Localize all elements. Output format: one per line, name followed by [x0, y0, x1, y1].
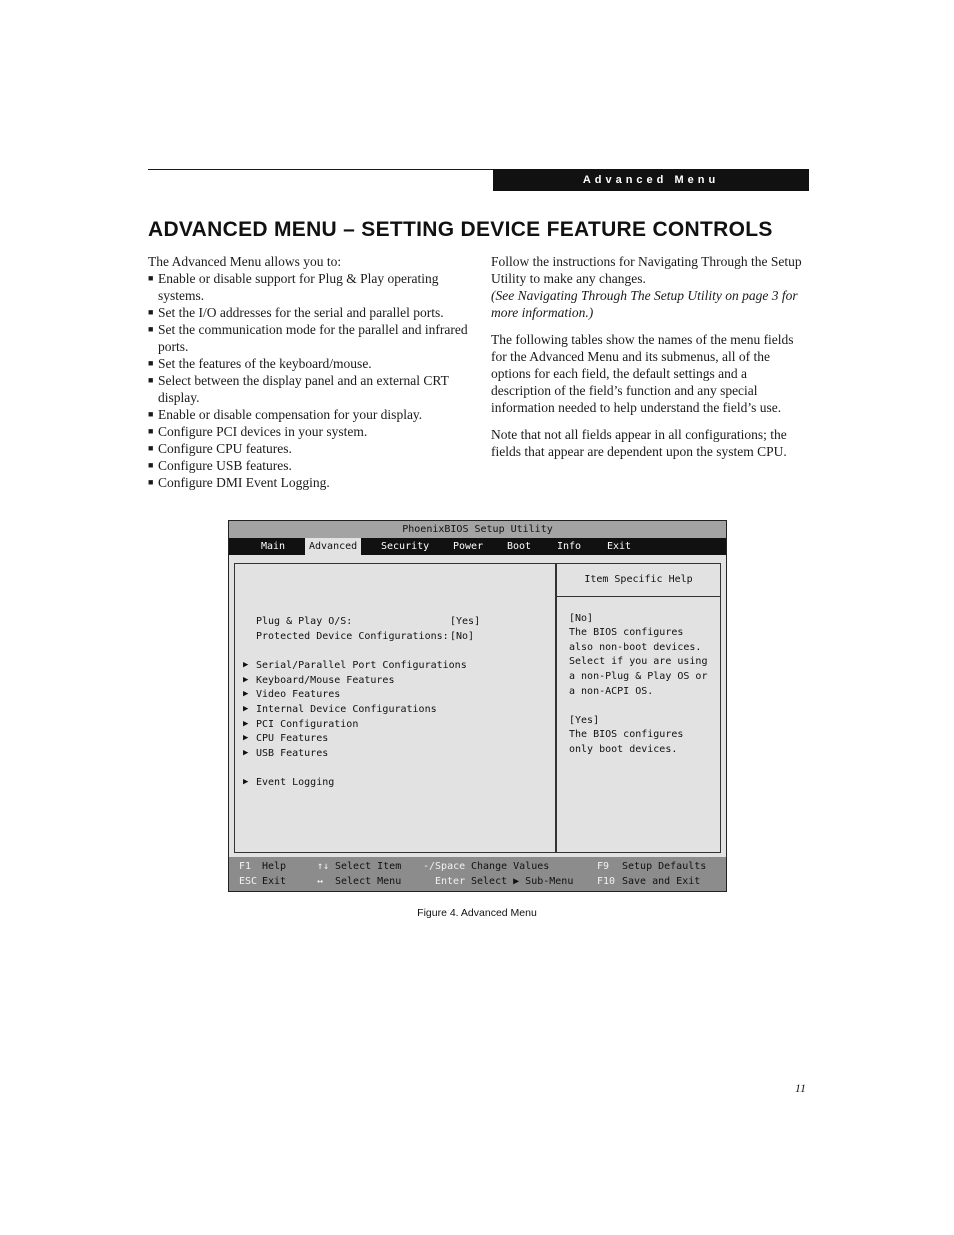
- bullet-icon: ■: [148, 477, 154, 487]
- submenu-arrow-icon: ▶: [243, 675, 249, 685]
- tables-paragraph: The following tables show the names of the menu fields for the Advanced Menu and its submenus, all of the options for each field, the default settings and a description of the field’s function and any special information needed to help understand the field’s use.: [491, 332, 794, 415]
- menu-tab-exit[interactable]: Exit: [607, 541, 632, 552]
- list-item: ■ Set the features of the keyboard/mouse.: [148, 356, 372, 371]
- list-item: ■ Configure CPU features.: [148, 441, 292, 456]
- bullet-icon: ■: [148, 443, 154, 453]
- key-enter: Enter: [435, 876, 466, 887]
- menu-tab-main[interactable]: Main: [261, 541, 286, 552]
- feature-list: [148, 270, 468, 491]
- intro-text: The Advanced Menu allows you to:: [148, 254, 342, 269]
- list-item: ■ Enable or disable compensation for your display.: [148, 407, 423, 422]
- list-item: ■ Enable or disable support for Plug & Play operating systems.: [148, 271, 439, 303]
- bullet-icon: ■: [148, 426, 154, 436]
- bullet-icon: ■: [148, 358, 154, 368]
- key-f9-label: Setup Defaults: [622, 861, 707, 872]
- submenu-usb[interactable]: USB Features: [256, 748, 329, 759]
- key-esc-label: Exit: [262, 876, 287, 887]
- menu-tab-security[interactable]: Security: [381, 541, 430, 552]
- navigation-paragraph: Follow the instructions for Navigating Through the Setup Utility to make any changes.: [491, 254, 802, 286]
- field-label-protected-device: Protected Device Configurations:: [256, 631, 449, 642]
- submenu-cpu[interactable]: CPU Features: [256, 733, 329, 744]
- submenu-arrow-icon: ▶: [243, 660, 249, 670]
- bios-screenshot: [228, 520, 727, 892]
- key-left-right-label: Select Menu: [335, 876, 402, 887]
- navigation-reference: (See Navigating Through The Setup Utility on page 3 for more information.): [491, 288, 798, 320]
- help-title: Item Specific Help: [557, 564, 720, 597]
- list-item: ■ Configure USB features.: [148, 458, 292, 473]
- bios-key-legend: [229, 857, 726, 891]
- key-f9: F9: [597, 861, 610, 872]
- menu-tab-advanced[interactable]: Advanced: [305, 538, 361, 555]
- help-line: also non-boot devices.: [569, 642, 702, 653]
- key-left-right: ↔: [317, 876, 324, 887]
- key-minus-space: -/Space: [423, 861, 466, 872]
- submenu-event-logging[interactable]: Event Logging: [256, 777, 335, 788]
- key-esc: ESC: [239, 876, 258, 887]
- list-item: ■ Select between the display panel and an external CRT display.: [148, 373, 449, 405]
- submenu-arrow-icon: ▶: [243, 719, 249, 729]
- submenu-internal-device[interactable]: Internal Device Configurations: [256, 704, 437, 715]
- help-line: a non-ACPI OS.: [569, 686, 654, 697]
- bullet-icon: ■: [148, 324, 154, 334]
- help-line: a non-Plug & Play OS or: [569, 671, 708, 682]
- page-number: 11: [794, 1081, 806, 1095]
- help-line: Select if you are using: [569, 656, 708, 667]
- field-value-plug-play[interactable]: [Yes]: [450, 616, 481, 627]
- key-f1-label: Help: [262, 861, 287, 872]
- header-rule: [148, 169, 493, 170]
- help-line: The BIOS configures: [569, 627, 684, 638]
- bios-body: [229, 555, 726, 857]
- submenu-pci[interactable]: PCI Configuration: [256, 719, 359, 730]
- left-column: [148, 253, 468, 491]
- key-f1: F1: [239, 861, 252, 872]
- note-paragraph: Note that not all fields appear in all configurations; the fields that appear are dependent upon the system CPU.: [491, 427, 787, 459]
- list-item: ■ Configure PCI devices in your system.: [148, 424, 368, 439]
- key-enter-label: Select ▶ Sub-Menu: [471, 876, 574, 887]
- submenu-video[interactable]: Video Features: [256, 689, 341, 700]
- bullet-icon: ■: [148, 307, 154, 317]
- submenu-arrow-icon: ▶: [243, 704, 249, 714]
- menu-tab-boot[interactable]: Boot: [507, 541, 532, 552]
- bullet-icon: ■: [148, 375, 154, 385]
- key-minus-space-label: Change Values: [471, 861, 550, 872]
- bios-menu-bar: [229, 538, 726, 555]
- right-column: [491, 253, 809, 460]
- submenu-keyboard-mouse[interactable]: Keyboard/Mouse Features: [256, 675, 395, 686]
- help-line: The BIOS configures: [569, 729, 684, 740]
- bullet-icon: ■: [148, 460, 154, 470]
- figure-caption: Figure 4. Advanced Menu: [417, 907, 537, 919]
- menu-tab-info[interactable]: Info: [557, 541, 582, 552]
- key-up-down: ↑↓: [317, 861, 330, 872]
- field-label-plug-play: Plug & Play O/S:: [256, 616, 353, 627]
- list-item: ■ Set the communication mode for the parallel and infrared ports.: [148, 322, 468, 354]
- section-header: Advanced Menu: [493, 169, 809, 191]
- list-item: ■ Configure DMI Event Logging.: [148, 475, 330, 490]
- help-line: [Yes]: [569, 715, 600, 726]
- bios-help-panel: [556, 563, 721, 853]
- submenu-arrow-icon: ▶: [243, 777, 249, 787]
- key-f10-label: Save and Exit: [622, 876, 701, 887]
- page-title: ADVANCED MENU – SETTING DEVICE FEATURE CONTROLS: [148, 218, 773, 241]
- list-item: ■ Set the I/O addresses for the serial and parallel ports.: [148, 305, 444, 320]
- menu-tab-power[interactable]: Power: [453, 541, 484, 552]
- submenu-serial-parallel[interactable]: Serial/Parallel Port Configurations: [256, 660, 467, 671]
- submenu-arrow-icon: ▶: [243, 733, 249, 743]
- key-up-down-label: Select Item: [335, 861, 402, 872]
- help-line: only boot devices.: [569, 744, 678, 755]
- bullet-icon: ■: [148, 273, 154, 283]
- submenu-arrow-icon: ▶: [243, 748, 249, 758]
- bios-title: PhoenixBIOS Setup Utility: [229, 521, 726, 538]
- bullet-icon: ■: [148, 409, 154, 419]
- submenu-arrow-icon: ▶: [243, 689, 249, 699]
- bios-main-panel: [234, 563, 556, 853]
- help-line: [No]: [569, 613, 594, 624]
- key-f10: F10: [597, 876, 616, 887]
- field-value-protected-device[interactable]: [No]: [450, 631, 475, 642]
